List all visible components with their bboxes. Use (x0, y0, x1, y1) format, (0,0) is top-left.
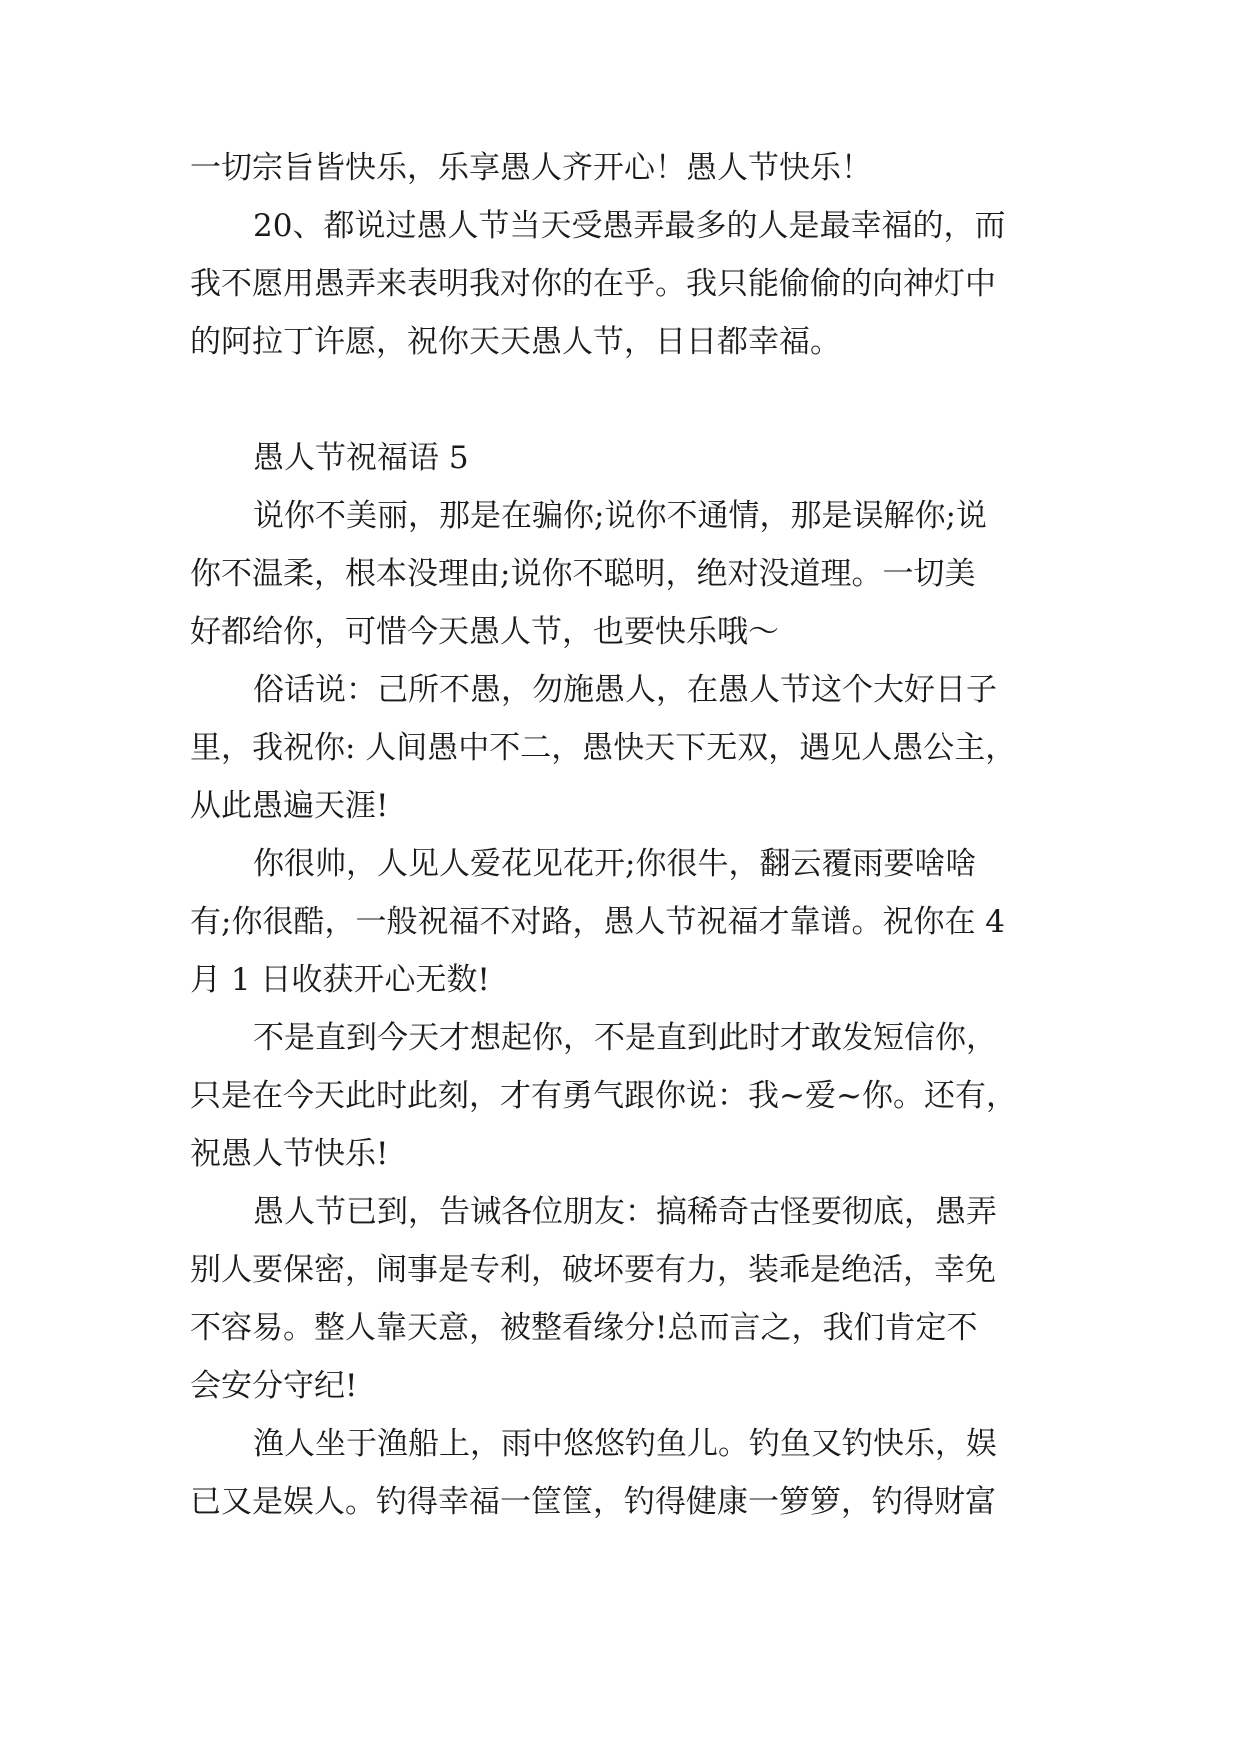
paragraph-line: 一切宗旨皆快乐，乐享愚人齐开心！愚人节快乐！ (190, 150, 872, 186)
paragraph-line: 你很帅，人见人爱花见花开;你很牛，翻云覆雨要啥啥 (253, 846, 977, 882)
paragraph-line: 会安分守纪! (190, 1368, 358, 1404)
paragraph-line: 祝愚人节快乐! (190, 1136, 389, 1172)
paragraph-line: 从此愚遍天涯! (190, 788, 389, 824)
paragraph-line: 你不温柔，根本没理由;说你不聪明，绝对没道理。一切美 (190, 556, 976, 592)
paragraph-line: 好都给你，可惜今天愚人节，也要快乐哦～ (190, 614, 779, 650)
paragraph-line: 只是在今天此时此刻，才有勇气跟你说：我~爱~你。还有， (190, 1078, 1017, 1114)
paragraph-line: 说你不美丽，那是在骗你;说你不通情，那是误解你;说 (253, 498, 987, 534)
paragraph-line: 愚人节已到，告诫各位朋友：搞稀奇古怪要彻底，愚弄 (253, 1194, 997, 1230)
paragraph-line: 不容易。整人靠天意，被整看缘分!总而言之，我们肯定不 (190, 1310, 978, 1346)
paragraph-line: 的阿拉丁许愿，祝你天天愚人节，日日都幸福。 (190, 324, 841, 360)
paragraph-line: 不是直到今天才想起你，不是直到此时才敢发短信你， (253, 1020, 997, 1056)
paragraph-line: 20、都说过愚人节当天受愚弄最多的人是最幸福的，而 (253, 208, 1006, 244)
paragraph-line: 渔人坐于渔船上，雨中悠悠钓鱼儿。钓鱼又钓快乐，娱 (253, 1426, 997, 1462)
paragraph-line: 已又是娱人。钓得幸福一筐筐，钓得健康一箩箩，钓得财富 (190, 1484, 996, 1520)
paragraph-line: 我不愿用愚弄来表明我对你的在乎。我只能偷偷的向神灯中 (190, 266, 996, 302)
paragraph-line: 别人要保密，闹事是专利，破坏要有力，装乖是绝活，幸免 (190, 1252, 996, 1288)
paragraph-line: 里，我祝你: 人间愚中不二，愚快天下无双，遇见人愚公主， (190, 730, 1017, 766)
paragraph-line: 月 1 日收获开心无数! (190, 962, 490, 998)
paragraph-line: 有;你很酷，一般祝福不对路，愚人节祝福才靠谱。祝你在 4 (190, 904, 1006, 940)
section-heading: 愚人节祝福语 5 (253, 440, 469, 476)
paragraph-line: 俗话说：己所不愚，勿施愚人，在愚人节这个大好日子 (253, 672, 997, 708)
